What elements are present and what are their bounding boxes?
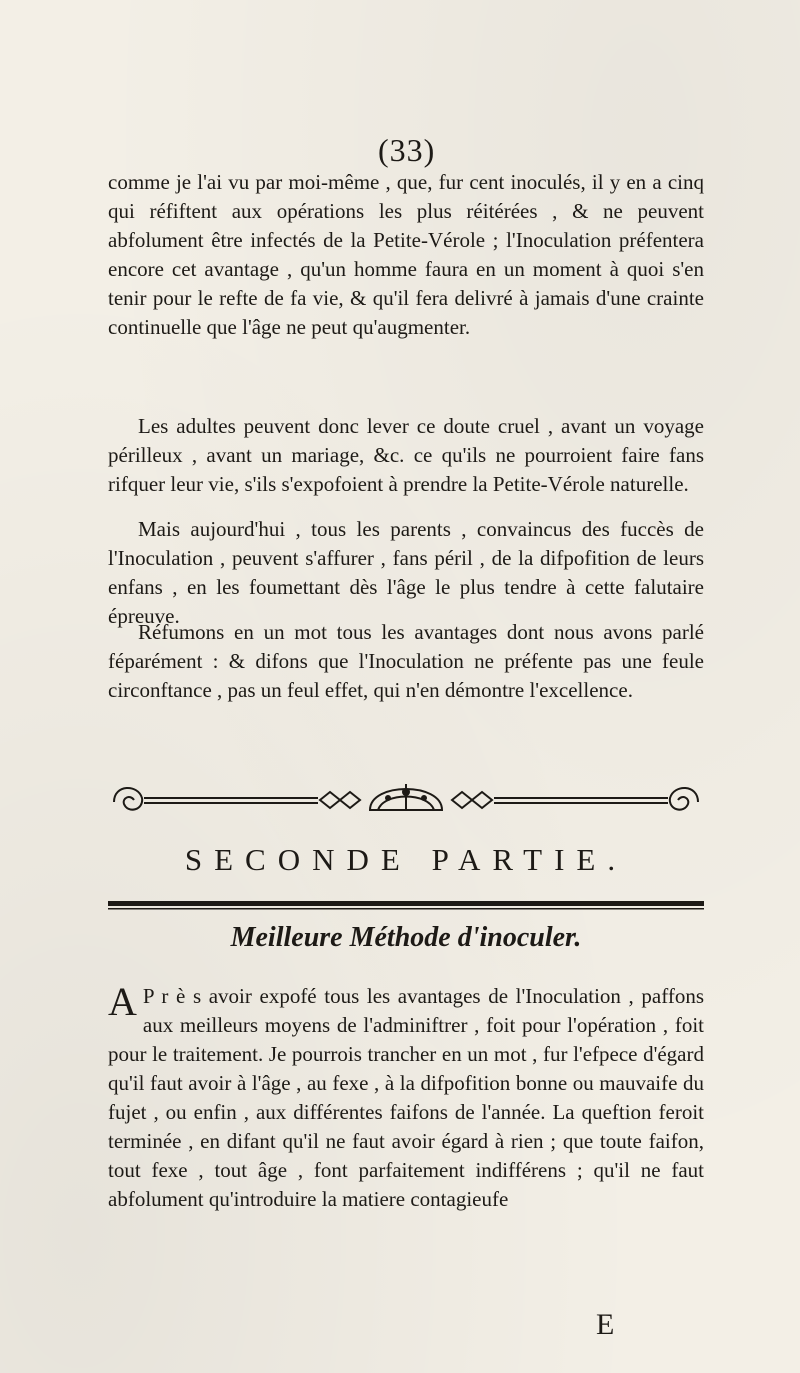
paragraph-adults (108, 412, 704, 499)
paragraph-text: Réfumons en un mot tous les avantages dont nous avons parlé féparément : & difons que l'Inoculation ne préfente pas une feule circonftance , pas un feul effet, qui n'en démontre l'excellence. (108, 620, 704, 702)
paragraph-method (108, 979, 704, 1214)
decorative-ornament-band (108, 770, 704, 830)
section-heading: Meilleure Méthode d'inoculer. (230, 922, 582, 953)
paragraph-continuation (108, 168, 704, 342)
paragraph-body: P r è s avoir expofé tous les avantages de l'Inoculation , paffons aux meilleurs moyens de l'adminiftrer , foit pour l'opération , foit pour le traitement. Je pourrois trancher en un mot , fur l'efpece d'égard qu'il faut avoir à l'âge , au fexe , à la difpofition bonne ou mauvaife du fujet , ou enfin , aux différentes faifons de l'année. La queftion feroit terminée , en difant qu'il ne faut avoir égard à rien ; que toute faifon, tout fexe , tout âge , font parfaitement indifférens ; qu'il ne faut abfolument qu'introduire la matiere contagieufe (108, 984, 704, 1211)
right-flourish-icon (452, 792, 492, 808)
page-number: (33) (378, 132, 436, 168)
paragraph-text: Les adultes peuvent donc lever ce doute cruel , avant un voyage périlleux , avant un mariage, &c. ce qu'ils ne pourroient faire fans rifquer leur vie, s'ils s'expofoient à prendre la Petite-Vérole naturelle. (108, 414, 704, 496)
signature-mark: E (596, 1308, 615, 1341)
paragraph-text (108, 979, 704, 1214)
paragraph-text: comme je l'ai vu par moi-même , que, fur cent inoculés, il y en a cinq qui réfiftent aux opérations les plus réitérées , & ne peuvent abfolument être infectés de la Petite-Vérole ; l'Inoculation préfentera encore cet avantage , qu'un homme faura en un moment à quoi s'en tenir pour le refte de fa vie, & qu'il fera delivré à jamais d'une crainte continuelle que l'âge ne peut qu'augmenter. (108, 170, 704, 339)
left-scroll-icon (114, 788, 142, 810)
left-flourish-icon (320, 792, 360, 808)
right-scroll-icon (670, 788, 698, 810)
paragraph-summary (108, 618, 704, 705)
drop-capital: A (108, 979, 137, 1024)
part-heading: SECONDE PARTIE. (184, 842, 628, 877)
heading-rule (108, 901, 704, 910)
paragraph-parents (108, 515, 704, 631)
paragraph-text: Mais aujourd'hui , tous les parents , convaincus des fuccès de l'Inoculation , peuvent s'affurer , fans péril , de la difpofition de leurs enfans , en les foumettant dès l'âge le plus tendre à cette falutaire épreuve. (108, 517, 704, 628)
center-crest-icon (370, 784, 442, 810)
